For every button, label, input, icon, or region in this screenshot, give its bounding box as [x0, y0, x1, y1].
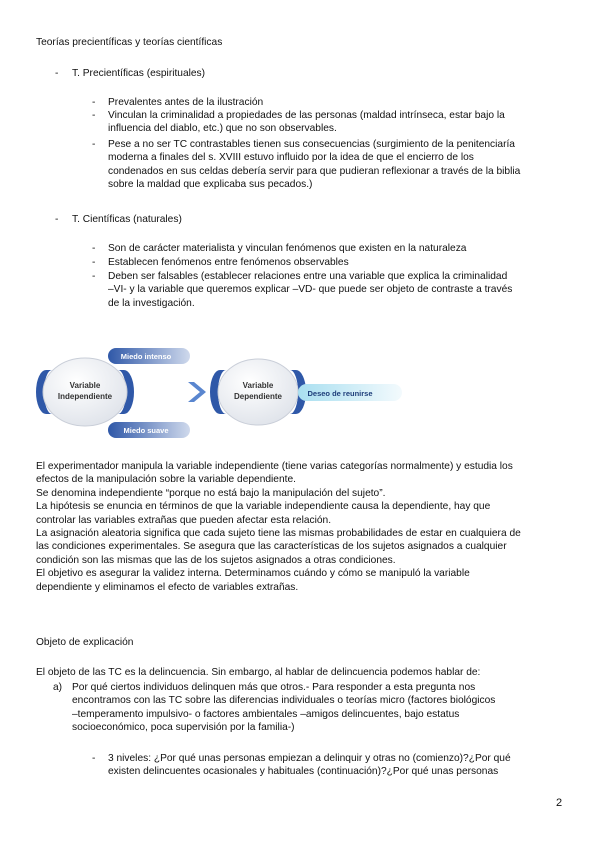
cient-bullet-2: Establecen fenómenos entre fenómenos observables — [108, 257, 349, 268]
item-a-marker: a) — [53, 682, 63, 693]
bullet-dash: - — [92, 139, 96, 150]
bullet-dash: - — [92, 257, 96, 268]
cient-heading: T. Científicas (naturales) — [72, 214, 182, 225]
list-dash: - — [55, 68, 59, 79]
right-circle-label-1: Variable — [242, 381, 274, 390]
bullet-dash: - — [92, 271, 96, 282]
sub-bullet-text: 3 niveles: ¿Por qué unas personas empiezan a delinquir y otras no (comienzo)?¿Por qué existen delincuentes ocasionales y habituales (continuación)?¿Por qué unas personas — [108, 753, 511, 778]
bullet-dash: - — [92, 97, 96, 108]
section2-title: Objeto de explicación — [36, 637, 134, 648]
pre-bullet-1: Prevalentes antes de la ilustración — [108, 97, 264, 108]
left-circle-label-2: Independiente — [57, 392, 113, 401]
cient-bullet-3: Deben ser falsables (establecer relaciones entre una variable que explica la criminalidad –VI- y la variable que queremos explicar –VD- que puede ser objeto de contraste a través de la investigación. — [108, 271, 513, 309]
bullet-dash: - — [92, 753, 96, 764]
pre-bullet-3: Pese a no ser TC contrastables tienen sus consecuencias (surgimiento de la penitenciaría moderna a finales del s. XVIII estuvo influido por la idea de que el encierro de los condenados en sus celdas debería servir para que pudieran reflexionar a través de la biblia sobre la maldad que explicaba sus pecados.) — [108, 139, 521, 191]
bullet-dash: - — [92, 243, 96, 254]
pre-heading: T. Precientíficas (espirituales) — [72, 68, 206, 79]
top-pill-label: Miedo intenso — [120, 352, 172, 361]
right-circle-label-2: Dependiente — [233, 392, 283, 401]
chevron-right-icon — [188, 382, 206, 402]
section2-intro: El objeto de las TC es la delincuencia. Sin embargo, al hablar de delincuencia podemos hablar de: — [36, 667, 481, 678]
bullet-dash: - — [92, 110, 96, 121]
explanation-paragraph: El experimentador manipula la variable independiente (tiene varias categorías normalmente) y estudia los efectos de la manipulación sobre la variable dependiente. Se denomina independiente “porque no está bajo la manipulación del sujeto”. La hipótesis se enuncia en términos de que la variable independiente causa la dependiente, hay que controlar las variables extrañas que pueden afectar esta relación. La asignación aleatoria significa que cada sujeto tiene las mismas probabilidades de estar en cualquiera de las condiciones experimentales. Se asegura que las características de los sujetos asignados a cualquier condición son las mismas que las de los sujetos asignados a otras condiciones. El objetivo es asegurar la validez interna. Determinamos cuándo y cómo se manipuló la variable dependiente y eliminamos el efecto de variables extrañas. — [36, 461, 521, 593]
list-dash: - — [55, 214, 59, 225]
section-title: Teorías precientíficas y teorías científicas — [36, 37, 223, 48]
page-number: 2 — [556, 797, 563, 809]
bottom-pill-label: Miedo suave — [123, 426, 169, 435]
variables-diagram — [28, 340, 418, 440]
left-circle-label-1: Variable — [69, 381, 101, 390]
item-a-text: Por qué ciertos individuos delinquen más que otros.- Para responder a esta pregunta nos encontramos con las TC sobre las diferencias individuales o teorías micro (factores biológicos –temperamento impulsivo- o factores ambientales –amigos delincuentes, bajo estatus socioeconómico, poca supervisión por la familia-) — [72, 682, 496, 734]
result-pill-label: Deseo de reunirse — [307, 389, 373, 398]
cient-bullet-1: Son de carácter materialista y vinculan fenómenos que existen en la naturaleza — [108, 243, 467, 254]
pre-bullet-2: Vinculan la criminalidad a propiedades de las personas (maldad intrínseca, estar bajo la influencia del diablo, etc.) que no son observables. — [108, 110, 505, 135]
